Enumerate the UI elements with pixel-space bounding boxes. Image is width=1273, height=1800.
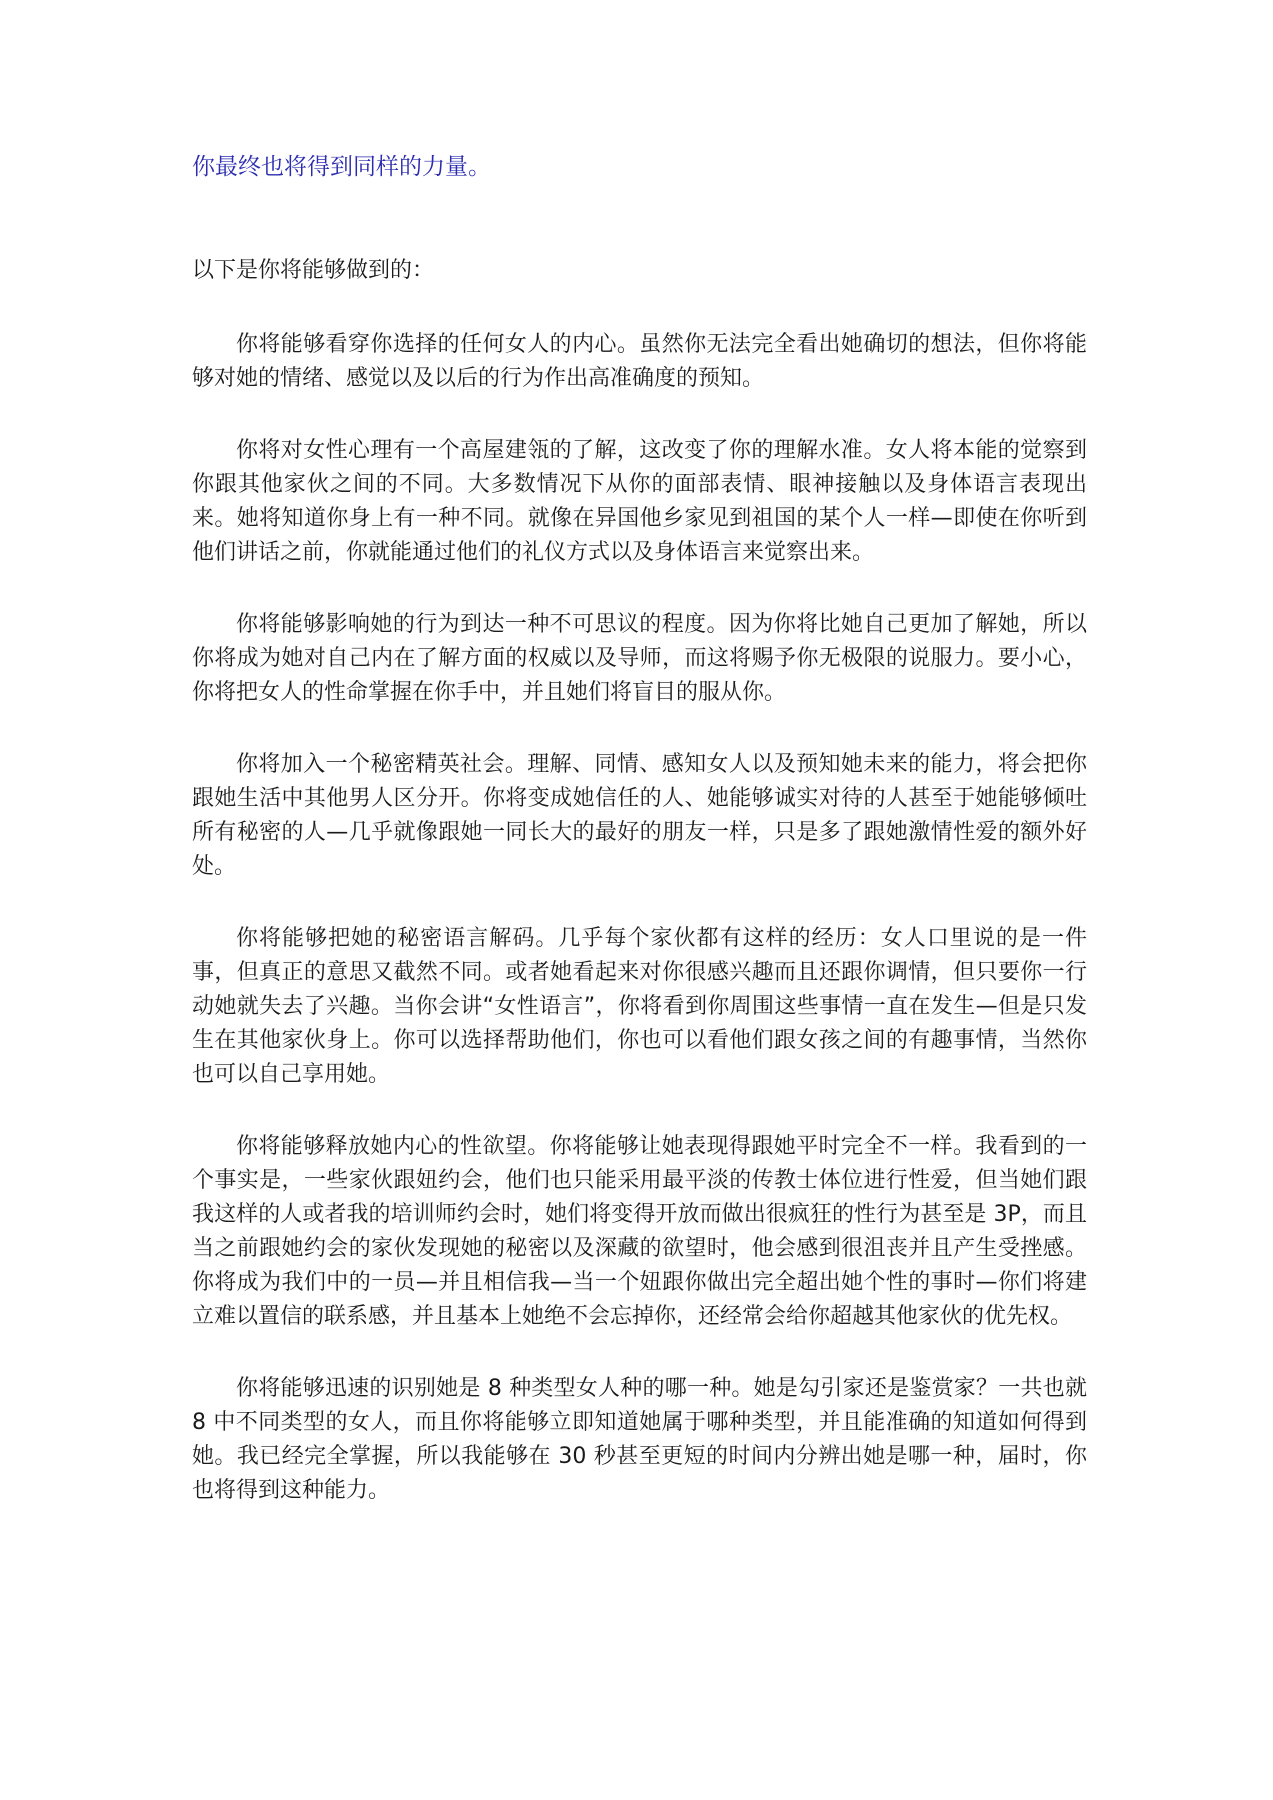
paragraph-female-psychology: 你将对女性心理有一个高屋建瓴的了解，这改变了你的理解水准。女人将本能的觉察到你跟其他家伙之间的不同。大多数情况下从你的面部表情、眼神接触以及身体语言表现出来。她将知道你身上有一种不同。就像在异国他乡家见到祖国的某个人一样—即使在你听到他们讲话之前，你就能通过他们的礼仪方式以及身体语言来觉察出来。 [192,438,1087,565]
paragraph-identify-types: 你将能够迅速的识别她是 8 种类型女人种的哪一种。她是勾引家还是鉴赏家？一共也就 8 中不同类型的女人，而且你将能够立即知道她属于哪种类型，并且能准确的知道如何得到她。我已经完全掌握，所以我能够在 30 秒甚至更短的时间内分辨出她是哪一种，届时，你也将得到这种能力。 [192,1376,1087,1503]
paragraph-see-through: 你将能够看穿你选择的任何女人的内心。虽然你无法完全看出她确切的想法，但你将能够对她的情绪、感觉以及以后的行为作出高准确度的预知。 [192,332,1087,391]
headline: 你最终也将得到同样的力量。 [192,154,491,180]
intro-line: 以下是你将能够做到的： [192,258,435,283]
paragraph-decode-language: 你将能够把她的秘密语言解码。几乎每个家伙都有这样的经历：女人口里说的是一件事，但真正的意思又截然不同。或者她看起来对你很感兴趣而且还跟你调情，但只要你一行动她就失去了兴趣。当你会讲“女性语言”，你将看到你周围这些事情一直在发生—但是只发生在其他家伙身上。你可以选择帮助他们，你也可以看他们跟女孩之间的有趣事情，当然你也可以自己享用她。 [192,926,1087,1087]
document-page [192,150,1087,1508]
paragraph-release-desire: 你将能够释放她内心的性欲望。你将能够让她表现得跟她平时完全不一样。我看到的一个事实是，一些家伙跟妞约会，他们也只能采用最平淡的传教士体位进行性爱，但当她们跟我这样的人或者我的培训师约会时，她们将变得开放而做出很疯狂的性行为甚至是 3P，而且当之前跟她约会的家伙发现她的秘密以及深藏的欲望时，他会感到很沮丧并且产生受挫感。你将成为我们中的一员—并且相信我—当一个妞跟你做出完全超出她个性的事时—你们将建立难以置信的联系感，并且基本上她绝不会忘掉你，还经常会给你超越其他家伙的优先权。 [192,1134,1087,1329]
paragraph-influence: 你将能够影响她的行为到达一种不可思议的程度。因为你将比她自己更加了解她，所以你将成为她对自己内在了解方面的权威以及导师，而这将赐予你无极限的说服力。要小心，你将把女人的性命掌握在你手中，并且她们将盲目的服从你。 [192,612,1087,705]
paragraph-secret-society: 你将加入一个秘密精英社会。理解、同情、感知女人以及预知她未来的能力，将会把你跟她生活中其他男人区分开。你将变成她信任的人、她能够诚实对待的人甚至于她能够倾吐所有秘密的人—几乎就像跟她一同长大的最好的朋友一样，只是多了跟她激情性爱的额外好处。 [192,752,1087,879]
